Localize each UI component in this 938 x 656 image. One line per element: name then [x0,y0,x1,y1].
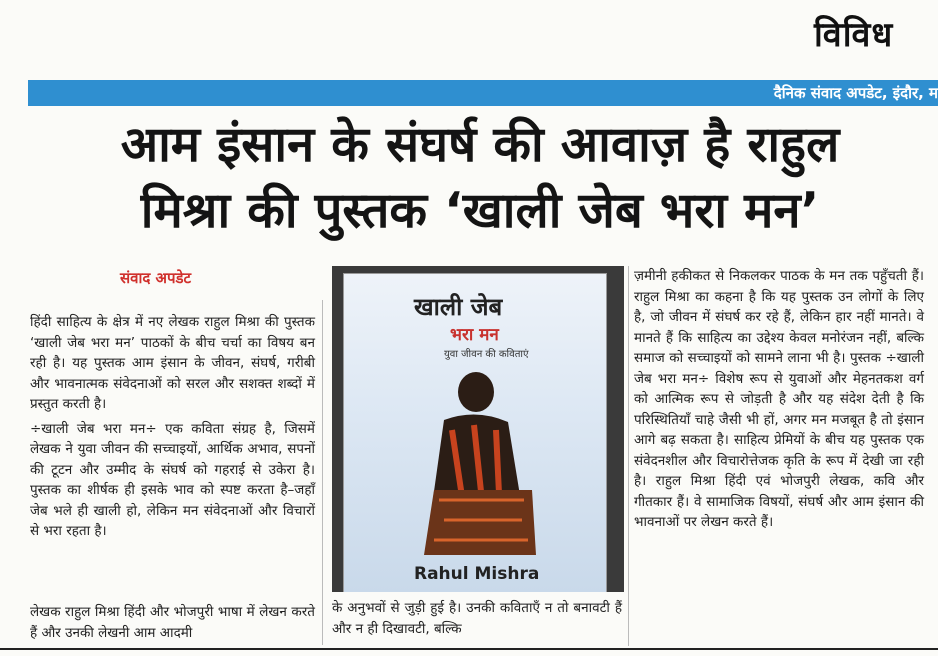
book-author: Rahul Mishra [414,564,540,584]
header-bar-text: दैनिक संवाद अपडेट, इंदौर, म [773,84,938,102]
header-bar [28,80,938,106]
headline-line-2: मिश्रा की पुस्तक ‘खाली जेब भरा मन’ [140,182,820,239]
page-bottom-rule [0,648,938,650]
column-3 [634,266,924,537]
paragraph: ज़मीनी हकीकत से निकलकर पाठक के मन तक पहुँचती हैं। राहुल मिश्रा का कहना है कि यह पुस्तक उन लोगों के लिए है, जो जीवन में संघर्ष कर रहे हैं, लेकिन हार नहीं मानते। वे मानते हैं कि साहित्य का उद्देश्य केवल मनोरंजन नहीं, बल्कि समाज को सच्चाइयों को सामने लाना भी है। पुस्तक ÷खाली जेब भरा मन÷ विशेष रूप से युवाओं और मेहनतकश वर्ग को आत्मिक रूप से जोड़ती है और यह संदेश देती है कि परिस्थितियाँ चाहे जैसी भी हों, अगर मन मजबूत है तो इंसान आगे बढ़ सकता है। साहित्य प्रेमियों के बीच यह पुस्तक एक संवेदनशील और विचारोत्तेजक कृति के रूप में देखी जा रही है। राहुल मिश्रा हिंदी एवं भोजपुरी लेखक, कवि और गीतकार हैं। वे सामाजिक विषयों, संघर्ष और आम इंसान की भावनाओं पर लेखन करते हैं। [634,268,924,530]
column-divider [628,266,629,646]
column-divider [322,300,323,645]
paragraph: लेखक राहुल मिश्रा हिंदी और भोजपुरी भाषा में लेखन करते हैं और उनकी लेखनी आम आदमी [30,604,315,641]
paragraph: के अनुभवों से जुड़ी हुई है। उनकी कविताएँ न तो बनावटी हैं और न ही दिखावटी, बल्कि [332,600,622,637]
book-subtitle: भरा मन [450,325,499,345]
book-photo [332,266,624,592]
article-headline [30,112,930,244]
column-1-bottom [30,602,315,647]
column-2-bottom [332,598,622,643]
book-cover [344,274,606,592]
book-title: खाली जेब [414,293,503,321]
book-tagline: युवा जीवन की कविताएं [444,349,529,360]
cover-illustration [404,370,554,560]
paragraph: हिंदी साहित्य के क्षेत्र में नए लेखक राहुल मिश्रा की पुस्तक ‘खाली जेब भरा मन’ पाठकों के बीच चर्चा का विषय बन रही है। यह पुस्तक आम इंसान के जीवन, संघर्ष, गरीबी और भावनात्मक संवेदनाओं को सरल और सशक्त शब्दों में प्रस्तुत करती है। [30,314,315,412]
headline-line-1: आम इंसान के संघर्ष की आवाज़ है राहुल [120,116,840,173]
column-1 [30,312,315,546]
byline: संवाद अपडेट [120,269,192,287]
paragraph: ÷खाली जेब भरा मन÷ एक कविता संग्रह है, जिसमें लेखक ने युवा जीवन की सच्चाइयों, आर्थिक अभाव, सपनों की टूटन और उम्मीद के संघर्ष को गहराई से उकेरा है। पुस्तक का शीर्षक ही इसके भाव को स्पष्ट करता है–जहाँ जेब भले ही खाली हो, लेकिन मन संवेदनाओं और विचारों से भरा रहता है। [30,420,315,539]
section-title: विविध [814,15,894,55]
